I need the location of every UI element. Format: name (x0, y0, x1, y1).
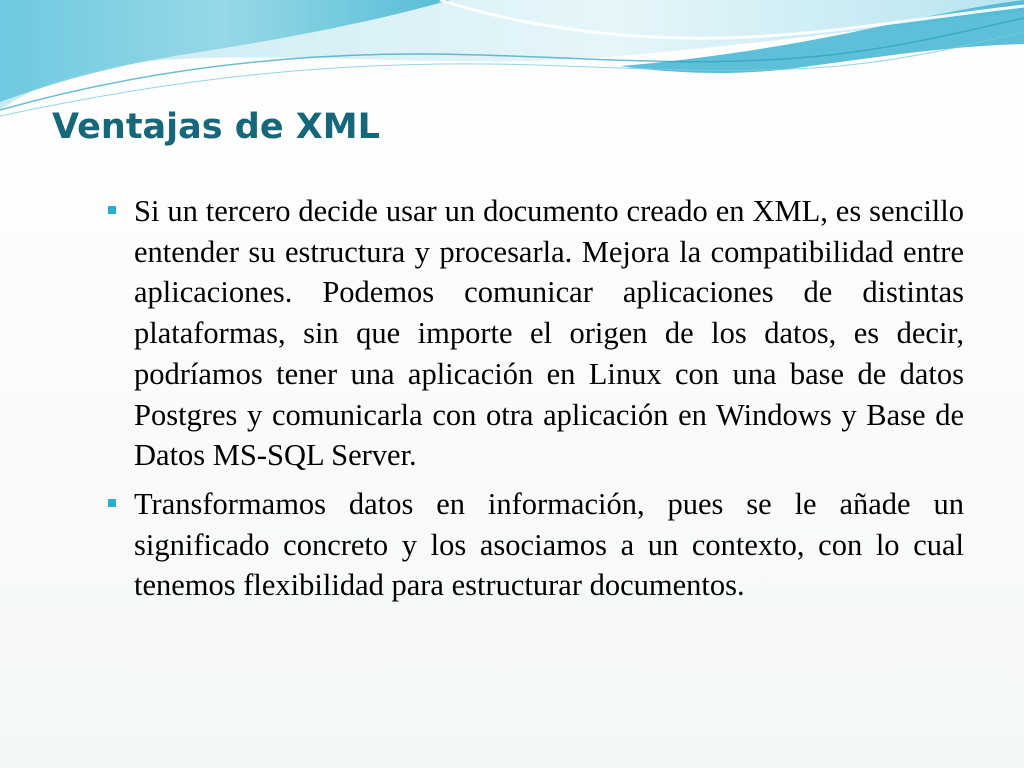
bullet-item (104, 191, 964, 476)
bullet-item (104, 484, 964, 606)
bullet-text: Si un tercero decide usar un documento creado en XML, es sencillo entender su estructura y procesarla. Mejora la compatibilidad entre aplicaciones. Podemos comunicar aplicaciones de distintas plataformas, sin que importe el origen de los datos, es decir, podríamos tener una aplicación en Linux con una base de datos Postgres y comunicarla con otra aplicación en Windows y Base de Datos MS-SQL Server. (134, 194, 964, 473)
square-bullet-icon (108, 206, 116, 214)
bullet-text: Transformamos datos en información, pues se le añade un significado concreto y los asociamos a un contexto, con lo cual tenemos flexibilidad para estructurar documentos. (134, 486, 964, 603)
slide-title: Ventajas de XML (52, 107, 380, 147)
bullet-list (104, 191, 964, 614)
square-bullet-icon (108, 499, 116, 507)
